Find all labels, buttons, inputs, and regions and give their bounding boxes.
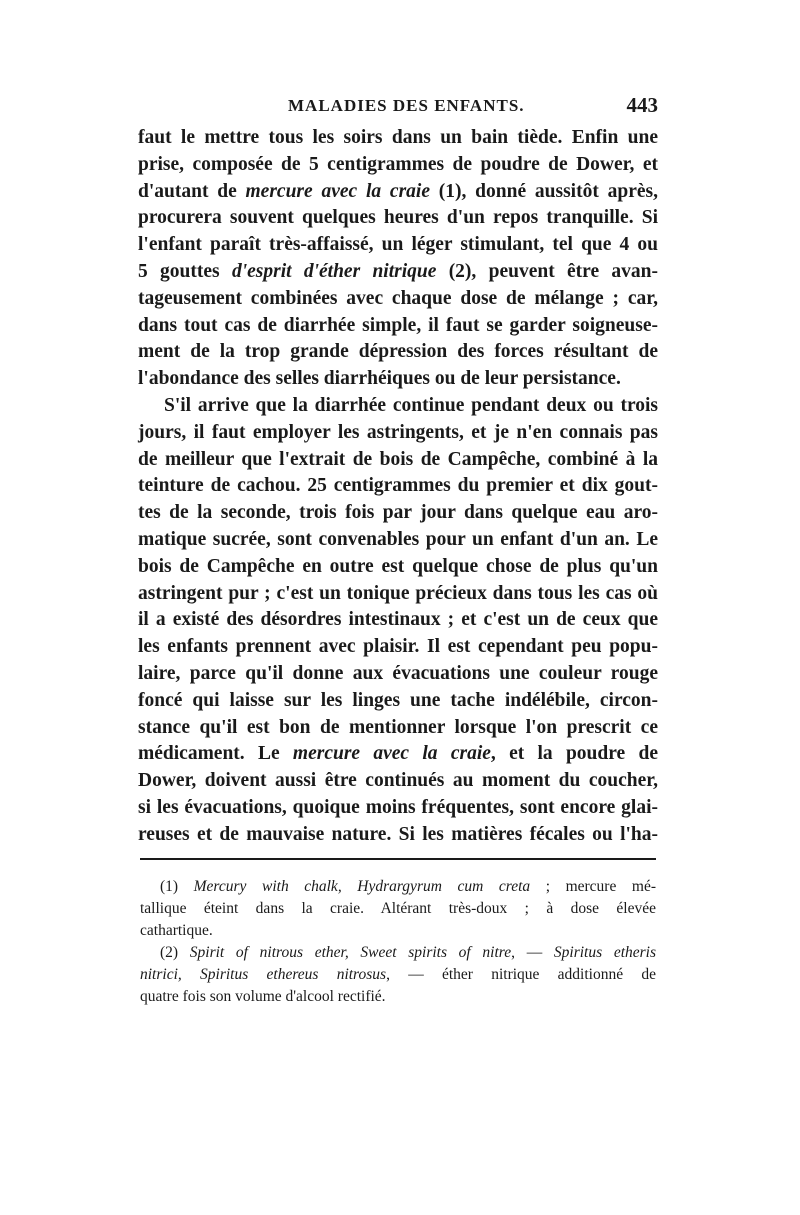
body-line: l'enfant paraît très-affaissé, un léger stimulant, tel que 4 ou [138, 234, 658, 256]
footnote-line: (1) Mercury with chalk, Hydrargyrum cum creta ; mercure mé- [160, 878, 656, 895]
body-line: bois de Campêche en outre est quelque chose de plus qu'un [138, 555, 658, 577]
italic-run: Mercury with chalk, Hydrargyrum cum creta [193, 878, 531, 895]
italic-run: d'esprit d'éther nitrique [231, 260, 437, 282]
body-line: laire, parce qu'il donne aux évacuations une couleur rouge [138, 662, 658, 684]
footnote-rule [140, 858, 656, 860]
italic-run: mercure avec la craie [292, 743, 491, 765]
italic-run: mercure avec la craie [245, 180, 430, 202]
italic-run: nitrici, Spiritus ethereus nitrosus [140, 966, 387, 983]
body-line: stance qu'il est bon de mentionner lorsque l'on prescrit ce [138, 716, 658, 738]
body-line: reuses et de mauvaise nature. Si les matières fécales ou l'ha- [138, 823, 658, 845]
running-title: MALADIES DES ENFANTS. [288, 96, 525, 115]
body-line: ment de la trop grande dépression des forces résultant de [138, 341, 658, 363]
body-line: procurera souvent quelques heures d'un repos tranquille. Si [138, 207, 658, 229]
footnote-line: quatre fois son volume d'alcool rectifié. [140, 988, 386, 1005]
footnote-line: tallique éteint dans la craie. Altérant très-doux ; à dose élevée [140, 900, 656, 917]
body-line: teinture de cachou. 25 centigrammes du premier et dix gout- [138, 475, 658, 497]
body-line: l'abondance des selles diarrhéiques ou de leur persistance. [138, 368, 621, 390]
body-line: matique sucrée, sont convenables pour un enfant d'un an. Le [138, 528, 658, 550]
footnote-line: cathartique. [140, 922, 213, 939]
footnotes [140, 876, 656, 1008]
body-line: si les évacuations, quoique moins fréquentes, sont encore glai- [138, 796, 658, 818]
body-line: prise, composée de 5 centigrammes de poudre de Dower, et [138, 153, 658, 175]
italic-run: Spiritus etheris [553, 944, 657, 961]
body-line: Dower, doivent aussi être continués au moment du coucher, [138, 770, 658, 792]
running-head [138, 93, 658, 122]
body-line: faut le mettre tous les soirs dans un bain tiède. Enfin une [138, 127, 658, 148]
body-line: d'autant de mercure avec la craie (1), donné aussitôt après, [138, 180, 658, 202]
footnote-line: nitrici, Spiritus ethereus nitrosus, — éther nitrique additionné de [140, 966, 656, 983]
body-line: 5 gouttes d'esprit d'éther nitrique (2), peuvent être avan- [138, 260, 658, 282]
body-line: jours, il faut employer les astringents, et je n'en connais pas [138, 421, 658, 443]
body-line: médicament. Le mercure avec la craie, et la poudre de [138, 743, 659, 765]
page-number: 443 [626, 93, 658, 117]
footnote-line: (2) Spirit of nitrous ether, Sweet spirits of nitre, — Spiritus etheris [160, 944, 657, 961]
italic-run: Spirit of nitrous ether, Sweet spirits of nitre [189, 944, 512, 961]
body-line: dans tout cas de diarrhée simple, il faut se garder soigneuse- [138, 314, 658, 336]
body-line: astringent pur ; c'est un tonique précieux dans tous les cas où [138, 582, 658, 604]
body-line: foncé qui laisse sur les linges une tache indélébile, circon- [138, 689, 658, 711]
body-line: les enfants prennent avec plaisir. Il est cependant peu popu- [138, 636, 658, 658]
body-line: S'il arrive que la diarrhée continue pendant deux ou trois [164, 394, 658, 416]
body-line: tes de la seconde, trois fois par jour dans quelque eau aro- [138, 502, 658, 524]
body-line: de meilleur que l'extrait de bois de Campêche, combiné à la [138, 448, 658, 470]
body-text [138, 125, 658, 849]
body-line: il a existé des désordres intestinaux ; et c'est un de ceux que [138, 609, 658, 631]
body-line: tageusement combinées avec chaque dose de mélange ; car, [138, 287, 658, 309]
